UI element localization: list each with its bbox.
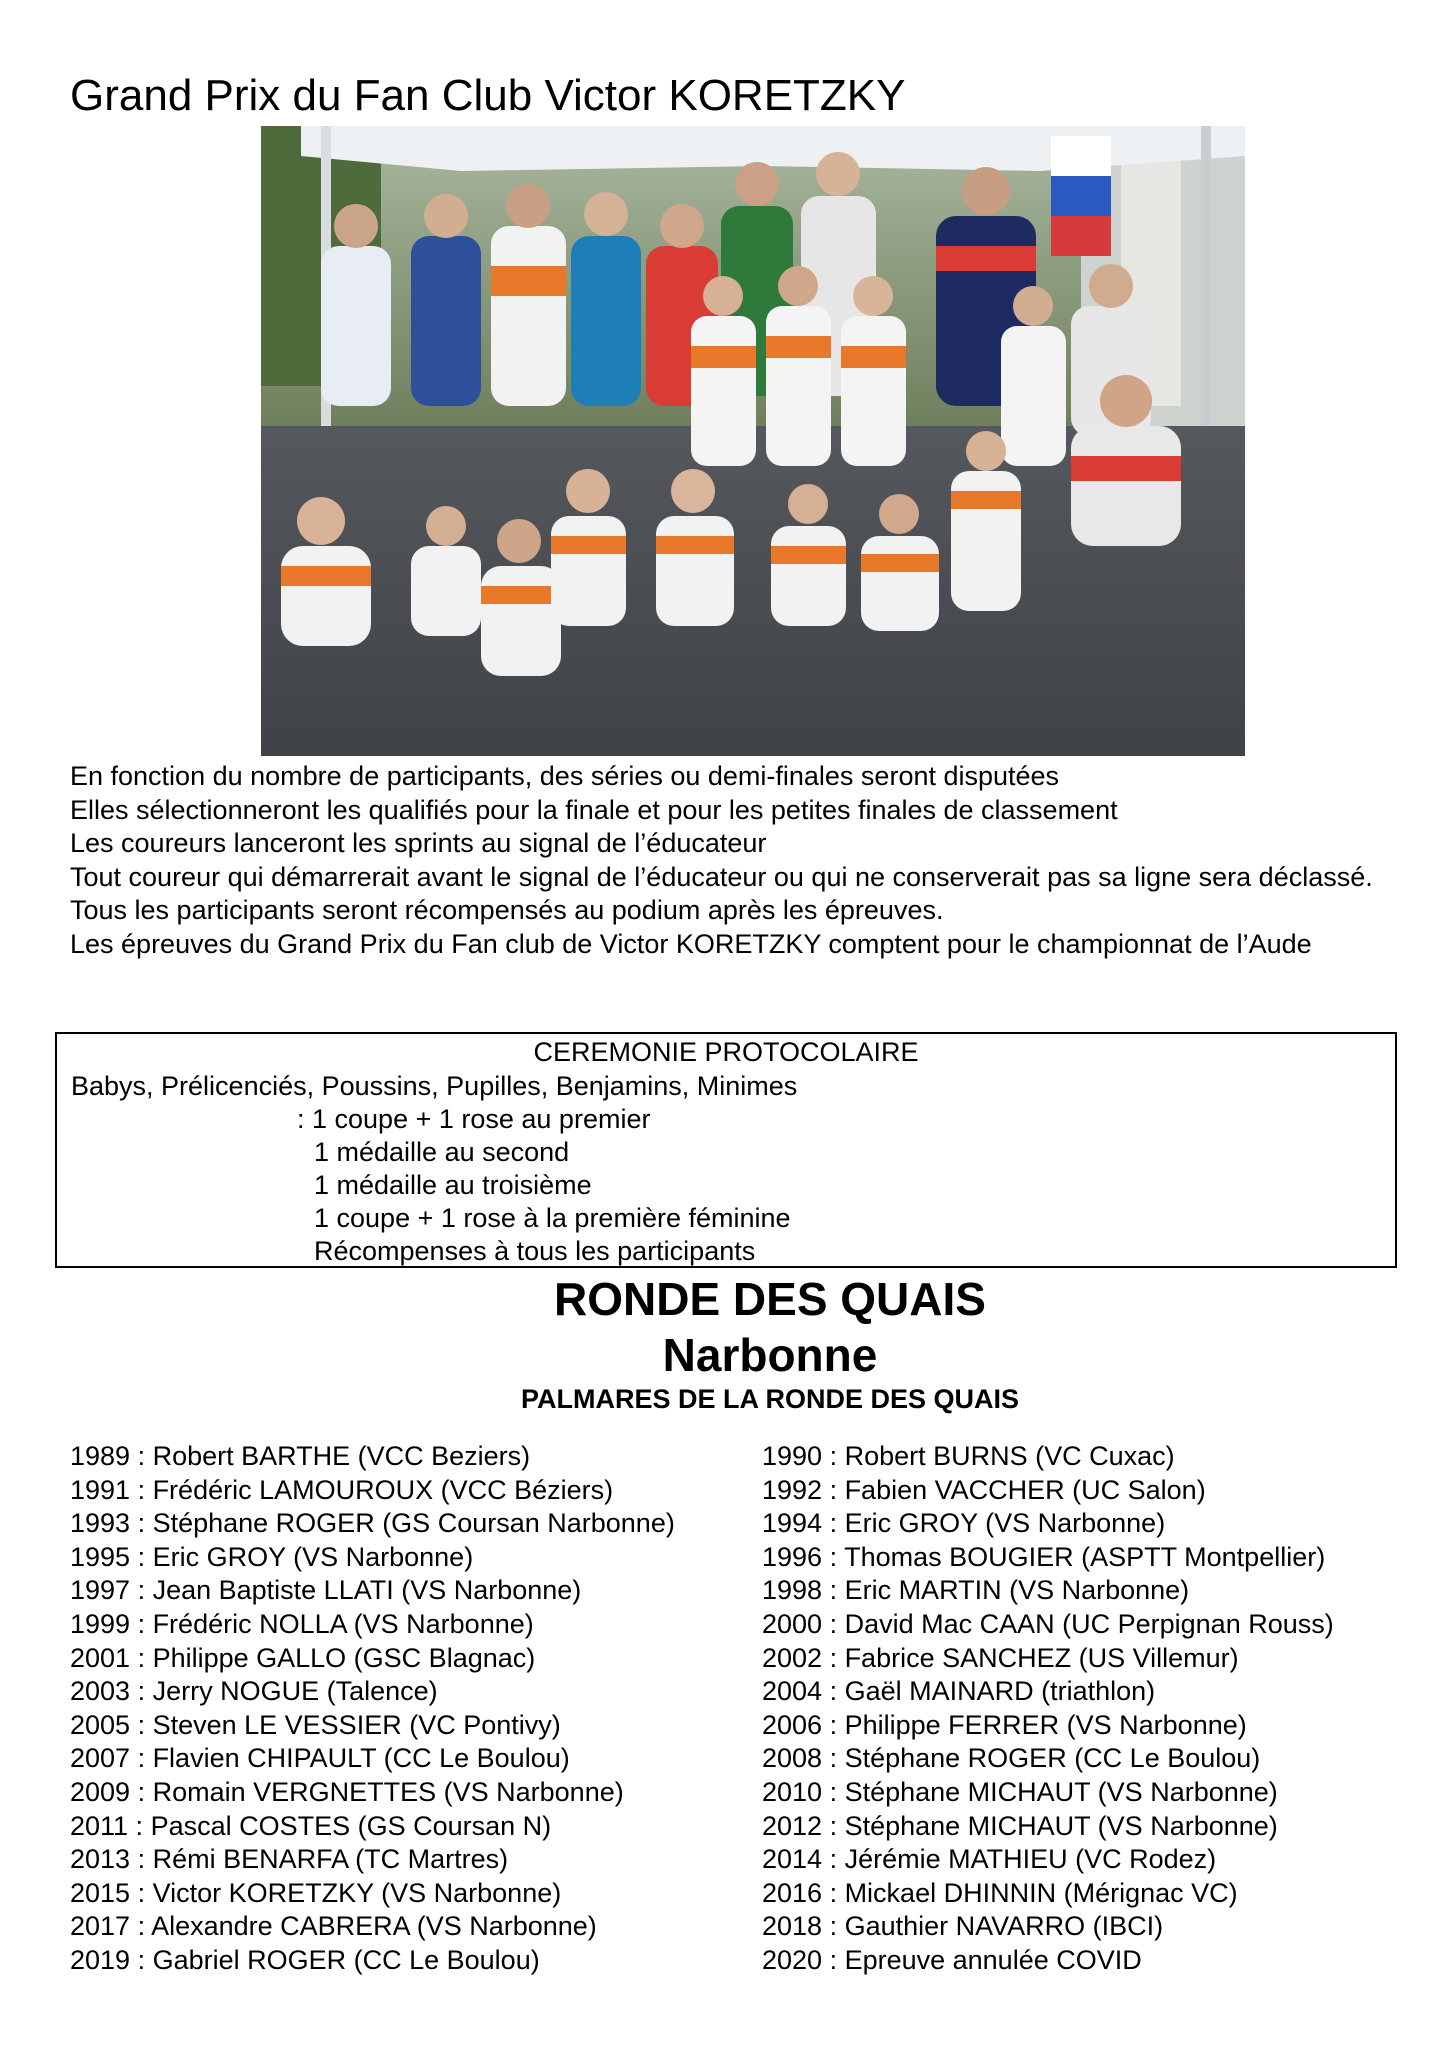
rule-paragraph: Les épreuves du Grand Prix du Fan club de Victor KORETZKY comptent pour le championnat de l’Aude (70, 928, 1312, 959)
palmares-entry: 1997 : Jean Baptiste LLATI (VS Narbonne) (70, 1575, 582, 1606)
palmares-title: PALMARES DE LA RONDE DES QUAIS (520, 1384, 1020, 1414)
palmares-entry: 1989 : Robert BARTHE (VCC Beziers) (70, 1441, 531, 1471)
ceremony-categories: Babys, Prélicenciés, Poussins, Pupilles, Benjamins, Minimes (71, 1071, 798, 1101)
palmares-entry: 2010 : Stéphane MICHAUT (VS Narbonne) (762, 1776, 1278, 1807)
palmares-entry: 1998 : Eric MARTIN (VS Narbonne) (762, 1575, 1190, 1606)
ceremony-award: 1 médaille au second (314, 1137, 570, 1167)
palmares-entry: 1992 : Fabien VACCHER (UC Salon) (762, 1474, 1206, 1505)
palmares-entry: 2012 : Stéphane MICHAUT (VS Narbonne) (762, 1810, 1278, 1841)
palmares-entry: 2007 : Flavien CHIPAULT (CC Le Boulou) (70, 1743, 570, 1774)
palmares-entry: 2008 : Stéphane ROGER (CC Le Boulou) (762, 1743, 1261, 1774)
palmares-entry: 1990 : Robert BURNS (VC Cuxac) (762, 1441, 1175, 1471)
palmares-entry: 2009 : Romain VERGNETTES (VS Narbonne) (70, 1776, 624, 1807)
group-photo-image (261, 126, 1245, 756)
race-city: Narbonne (662, 1329, 878, 1381)
palmares-entry: 1993 : Stéphane ROGER (GS Coursan Narbonne) (70, 1508, 675, 1539)
palmares-entry: 2005 : Steven LE VESSIER (VC Pontivy) (70, 1709, 561, 1740)
page-title: Grand Prix du Fan Club Victor KORETZKY (70, 71, 906, 120)
palmares-right-column (762, 1440, 1334, 1978)
palmares-entry: 2017 : Alexandre CABRERA (VS Narbonne) (70, 1911, 597, 1942)
rule-paragraph: Les coureurs lanceront les sprints au signal de l’éducateur (70, 828, 767, 858)
palmares-entry: 2004 : Gaël MAINARD (triathlon) (762, 1676, 1156, 1707)
palmares-entry: 2000 : David Mac CAAN (UC Perpignan Rouss) (762, 1608, 1334, 1639)
palmares-entry: 1999 : Frédéric NOLLA (VS Narbonne) (70, 1608, 534, 1639)
ceremony-title: CEREMONIE PROTOCOLAIRE (533, 1037, 919, 1067)
ceremony-award: Récompenses à tous les participants (314, 1236, 756, 1266)
palmares-entry: 2006 : Philippe FERRER (VS Narbonne) (762, 1709, 1247, 1740)
palmares-entry: 2019 : Gabriel ROGER (CC Le Boulou) (70, 1944, 540, 1975)
race-name: RONDE DES QUAIS (554, 1273, 986, 1325)
palmares-entry: 2011 : Pascal COSTES (GS Coursan N) (70, 1810, 552, 1841)
palmares-entry: 1996 : Thomas BOUGIER (ASPTT Montpellier) (762, 1541, 1326, 1572)
palmares-entry: 2018 : Gauthier NAVARRO (IBCI) (762, 1911, 1164, 1942)
palmares-entry: 2016 : Mickael DHINNIN (Mérignac VC) (762, 1877, 1238, 1908)
palmares-entry: 2020 : Epreuve annulée COVID (762, 1944, 1142, 1975)
palmares-entry: 2014 : Jérémie MATHIEU (VC Rodez) (762, 1844, 1217, 1875)
palmares-entry: 1994 : Eric GROY (VS Narbonne) (762, 1508, 1166, 1539)
palmares-entry: 2015 : Victor KORETZKY (VS Narbonne) (70, 1877, 562, 1908)
palmares-entry: 2001 : Philippe GALLO (GSC Blagnac) (70, 1642, 536, 1673)
rule-paragraph: Elles sélectionneront les qualifiés pour la finale et pour les petites finales de classement (70, 794, 1118, 825)
ceremony-award: 1 médaille au troisième (314, 1170, 592, 1200)
rule-paragraph: En fonction du nombre de participants, des séries ou demi-finales seront disputées (70, 761, 1060, 791)
palmares-entry: 1991 : Frédéric LAMOUROUX (VCC Béziers) (70, 1474, 614, 1505)
ceremony-award: 1 coupe + 1 rose à la première féminine (314, 1203, 791, 1233)
ceremony-box (55, 1032, 1397, 1268)
rule-paragraph: Tous les participants seront récompensés au podium après les épreuves. (70, 895, 944, 925)
palmares-entry: 2003 : Jerry NOGUE (Talence) (70, 1676, 438, 1707)
palmares-entry: 2002 : Fabrice SANCHEZ (US Villemur) (762, 1642, 1239, 1673)
palmares-left-column (70, 1440, 675, 1978)
palmares-entry: 1995 : Eric GROY (VS Narbonne) (70, 1541, 474, 1572)
palmares-entry: 2013 : Rémi BENARFA (TC Martres) (70, 1844, 509, 1875)
group-photo (261, 126, 1245, 756)
rules-text (70, 760, 1400, 961)
ceremony-award: : 1 coupe + 1 rose au premier (297, 1104, 651, 1134)
rule-paragraph: Tout coureur qui démarrerait avant le signal de l’éducateur ou qui ne conserverait pas sa ligne sera déclassé. (70, 861, 1373, 892)
